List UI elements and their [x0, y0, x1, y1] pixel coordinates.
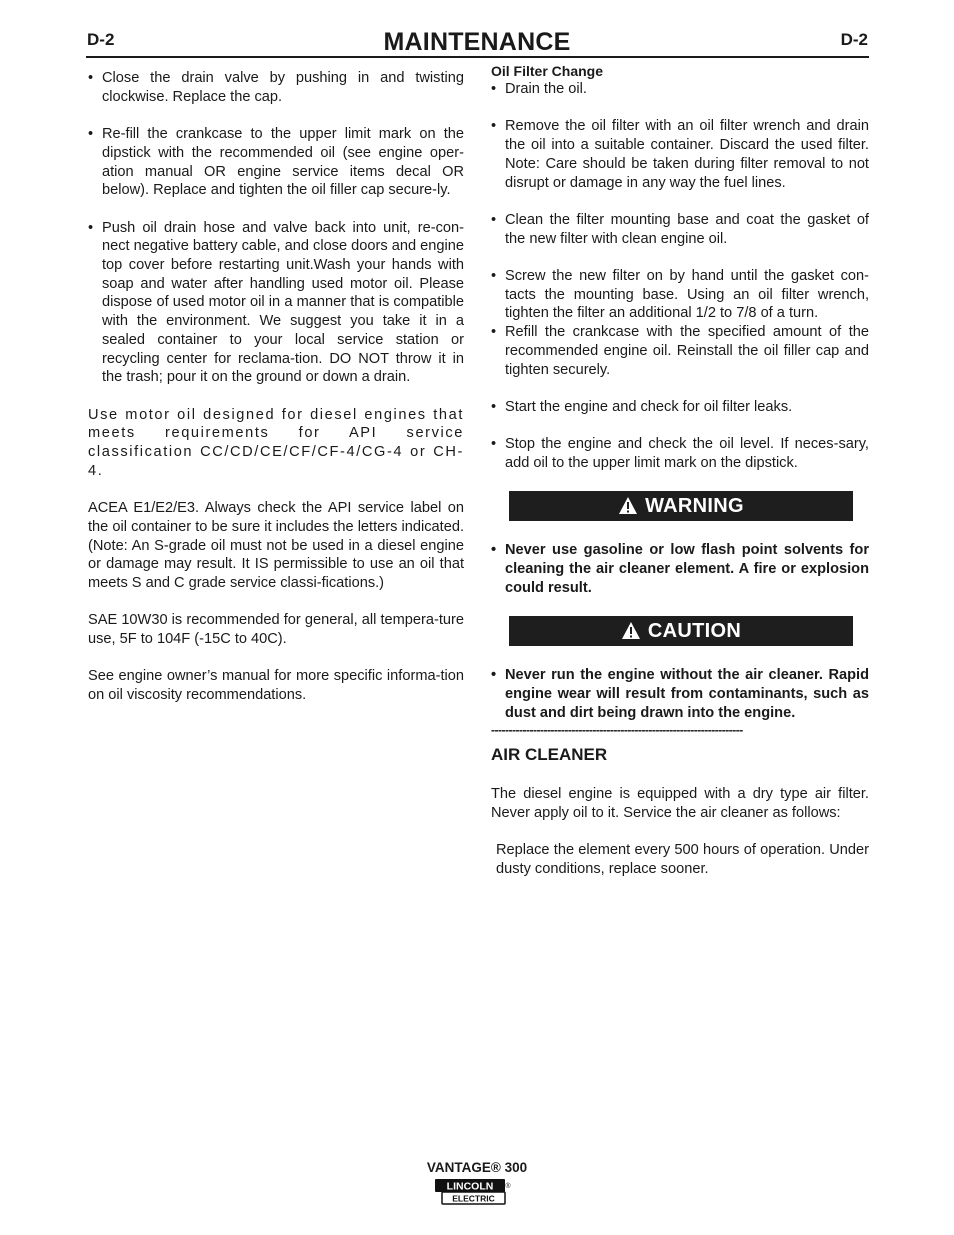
paragraph-oil-spec: Use motor oil designed for diesel engines that meets requirements for API service classification CC/CD/CE/CF/CF-4/CG-4 or CH-4.	[88, 406, 464, 479]
list-item: • Re-fill the crankcase to the upper limit mark on the dipstick with the recommended oil (see engine oper-ation manual OR engine service items decal OR below). Replace and tighten the oil filler cap secure-ly.	[88, 126, 464, 199]
warning-text: • Never use gasoline or low flash point solvents for cleaning the air cleaner element. A fire or explosion could result.	[491, 542, 869, 596]
list-item: • Start the engine and check for oil filter leaks.	[491, 398, 793, 415]
logo-registered-mark: ®	[505, 1183, 511, 1190]
title-rule	[86, 56, 869, 58]
warning-banner	[509, 491, 853, 521]
list-item: • Refill the crankcase with the specified amount of the recommended engine oil. Reinstall the oil filler cap and tighten securely.	[491, 324, 869, 378]
page-code-left: D-2	[87, 30, 115, 49]
air-cleaner-heading: AIR CLEANER	[491, 745, 608, 765]
logo-text-electric: ELECTRIC	[452, 1193, 495, 1204]
paragraph-sae: SAE 10W30 is recommended for general, all tempera-ture use, 5F to 104F (-15C to 40C).	[88, 612, 464, 648]
list-item: • Close the drain valve by pushing in and twisting clockwise. Replace the cap.	[88, 70, 464, 105]
paragraph-acea: ACEA E1/E2/E3. Always check the API service label on the oil container to be sure it includes the letters indicated. (Note: An S-grade oil must not be used in a diesel engine or damage may result. It IS permissible to use an oil that meets S and C grade service classi-fications.)	[88, 500, 464, 591]
paragraph-viscosity: See engine owner’s manual for more specific informa-tion on oil viscosity recommendations.	[88, 668, 464, 704]
air-cleaner-note: Replace the element every 500 hours of operation. Under dusty conditions, replace sooner.	[496, 842, 869, 877]
list-item: • Remove the oil filter with an oil filter wrench and drain the oil into a suitable container. Discard the used filter. Note: Care should be taken during filter removal to not disrupt or damage in any way the fuel lines.	[491, 118, 869, 191]
left-column	[88, 69, 464, 724]
caution-triangle-icon	[621, 621, 641, 641]
list-item: • Drain the oil.	[491, 81, 587, 97]
footer-model: VANTAGE® 300	[426, 1160, 528, 1175]
list-item: • Push oil drain hose and valve back into unit, re-con-nect negative battery cable, and close doors and engine top cover before restarting unit.Wash your hands with soap and water after handling used motor oil. Please dispose of used motor oil in a manner that is compatible with the environment. We suggest you take it in a sealed container to your local service station or recycling center for reclama-tion. DO NOT throw it in the trash; pour it on the ground or down a drain.	[88, 219, 464, 386]
list-item: • Screw the new filter on by hand until the gasket con-tacts the mounting base. Using an oil filter wrench, tighten the filter an additional 1/2 to 7/8 of a turn.	[491, 267, 869, 322]
caution-banner	[509, 616, 853, 646]
lincoln-electric-logo	[434, 1177, 512, 1207]
air-cleaner-intro: The diesel engine is equipped with a dry type air filter. Never apply oil to it. Service the air cleaner as follows:	[491, 785, 869, 821]
list-item: • Stop the engine and check the oil level. If neces-sary, add oil to the upper limit mark on the dipstick.	[491, 436, 869, 471]
page-code-right: D-2	[840, 30, 868, 49]
caution-text: • Never run the engine without the air cleaner. Rapid engine wear will result from contaminants, such as dust and dirt being drawn into the engine.	[491, 667, 869, 721]
right-column	[491, 62, 869, 897]
oil-filter-heading: Oil Filter Change	[491, 63, 604, 79]
page-title: MAINTENANCE	[383, 28, 571, 56]
dash-separator: ------------------------------------------------------------------------	[491, 724, 743, 737]
warning-triangle-icon	[618, 496, 638, 516]
footer	[0, 1160, 954, 1175]
logo-text-lincoln: LINCOLN	[446, 1180, 494, 1193]
list-item: • Clean the filter mounting base and coat the gasket of the new filter with clean engine oil.	[491, 211, 869, 247]
caution-label: CAUTION	[647, 619, 742, 642]
warning-label: WARNING	[645, 495, 744, 518]
